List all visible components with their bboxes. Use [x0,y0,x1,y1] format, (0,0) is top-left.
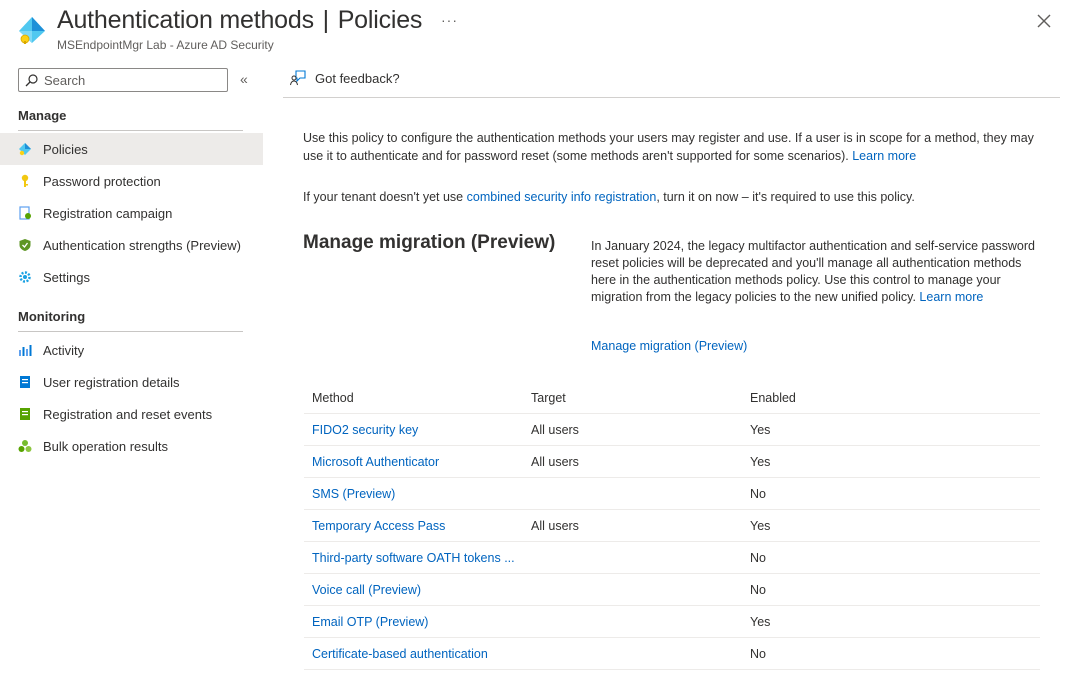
column-header-target: Target [531,390,566,405]
feedback-label: Got feedback? [315,70,400,86]
table-row [304,542,1040,574]
tenant-note [303,188,1043,206]
method-link[interactable]: SMS (Preview) [312,486,396,501]
method-enabled: Yes [750,614,771,629]
gear-icon [18,270,32,284]
sidebar-item-label: Registration campaign [43,205,173,221]
method-enabled: Yes [750,454,771,469]
method-link[interactable]: Third-party software OATH tokens ... [312,550,515,565]
bulk-results-icon [18,439,32,453]
migration-learn-more-link[interactable]: Learn more [919,290,984,304]
table-header [304,382,1040,414]
key-icon [18,174,32,188]
sidebar-item-label: Password protection [43,173,161,189]
sidebar-item-authentication-strengths[interactable] [0,229,263,261]
table-row [304,638,1040,670]
collapse-sidebar-button[interactable]: « [240,71,248,87]
intro-learn-more-link[interactable]: Learn more [852,149,917,163]
sidebar-item-activity[interactable] [0,334,263,366]
activity-chart-icon [18,343,32,357]
sidebar-item-label: Bulk operation results [43,438,169,454]
page-subtitle: MSEndpointMgr Lab - Azure AD Security [57,38,274,52]
method-enabled: No [750,550,766,565]
table-row [304,414,1040,446]
method-enabled: No [750,646,766,661]
registration-icon [18,206,32,220]
table-row [304,478,1040,510]
section-heading-manage: Manage [18,108,67,123]
sidebar-item-label: Authentication strengths (Preview) [43,237,241,253]
method-enabled: Yes [750,518,771,533]
combined-registration-link[interactable]: combined security info registration [466,190,657,204]
method-enabled: No [750,582,766,597]
migration-description-text: In January 2024, the legacy multifactor authentication and self-service password reset policies will be deprecated and you'll manage all authentication methods here in the authentication methods policy. Use this control to manage your migration from the legacy policies to the new unified policy. [591,239,1035,304]
shield-icon [18,238,32,252]
method-link[interactable]: FIDO2 security key [312,422,419,437]
page-title-main: Authentication methods [57,6,314,34]
method-enabled: No [750,486,766,501]
column-header-enabled: Enabled [750,390,796,405]
manage-migration-description [591,238,1041,306]
section-divider [18,331,243,332]
tenant-note-suffix: , turn it on now – it's required to use this policy. [656,190,915,204]
method-link[interactable]: Voice call (Preview) [312,582,422,597]
sidebar-item-bulk-operation-results[interactable] [0,430,263,462]
sidebar-item-settings[interactable] [0,261,263,293]
sidebar-item-label: Policies [43,141,88,157]
got-feedback-button[interactable] [290,70,400,86]
section-divider [18,130,243,131]
method-link[interactable]: Certificate-based authentication [312,646,488,661]
sidebar-item-label: Settings [43,269,90,285]
tenant-note-prefix: If your tenant doesn't yet use [303,190,464,204]
manage-migration-heading: Manage migration (Preview) [303,232,556,253]
methods-table [304,382,1040,670]
sidebar-search [18,68,228,92]
table-row [304,446,1040,478]
table-row [304,574,1040,606]
column-header-method: Method [312,390,354,405]
intro-text: Use this policy to configure the authentication methods your users may register and use. If a user is in scope for a method, they may use it to authenticate and for password reset (some methods aren't supported for some scenarios). [303,131,1034,163]
method-target: All users [531,518,579,533]
feedback-icon [290,70,306,86]
sidebar-item-registration-campaign[interactable] [0,197,263,229]
events-icon [18,407,32,421]
close-icon [1034,11,1054,31]
method-target: All users [531,454,579,469]
policies-icon [18,142,32,156]
search-input[interactable] [44,73,224,88]
sidebar-item-label: Registration and reset events [43,406,213,422]
table-row [304,606,1040,638]
command-bar-divider [283,97,1060,98]
page-title-separator: | [322,6,329,34]
page-title-section: Policies [337,6,423,34]
method-target: All users [531,422,579,437]
search-icon [25,74,38,87]
authentication-methods-logo-icon [17,15,47,45]
user-details-icon [18,375,32,389]
sidebar-item-policies[interactable] [0,133,263,165]
sidebar-item-label: Activity [43,342,85,358]
method-link[interactable]: Temporary Access Pass [312,518,446,533]
method-link[interactable]: Microsoft Authenticator [312,454,440,469]
method-enabled: Yes [750,422,771,437]
close-button[interactable] [1034,11,1054,31]
method-link[interactable]: Email OTP (Preview) [312,614,429,629]
page-title [57,6,422,35]
table-row [304,510,1040,542]
sidebar-item-label: User registration details [43,374,180,390]
intro-paragraph [303,129,1043,165]
manage-migration-link[interactable]: Manage migration (Preview) [591,339,748,353]
more-actions-button[interactable]: ··· [441,12,458,28]
sidebar-item-user-registration-details[interactable] [0,366,263,398]
sidebar-item-registration-reset-events[interactable] [0,398,263,430]
section-heading-monitoring: Monitoring [18,309,86,324]
sidebar-item-password-protection[interactable] [0,165,263,197]
